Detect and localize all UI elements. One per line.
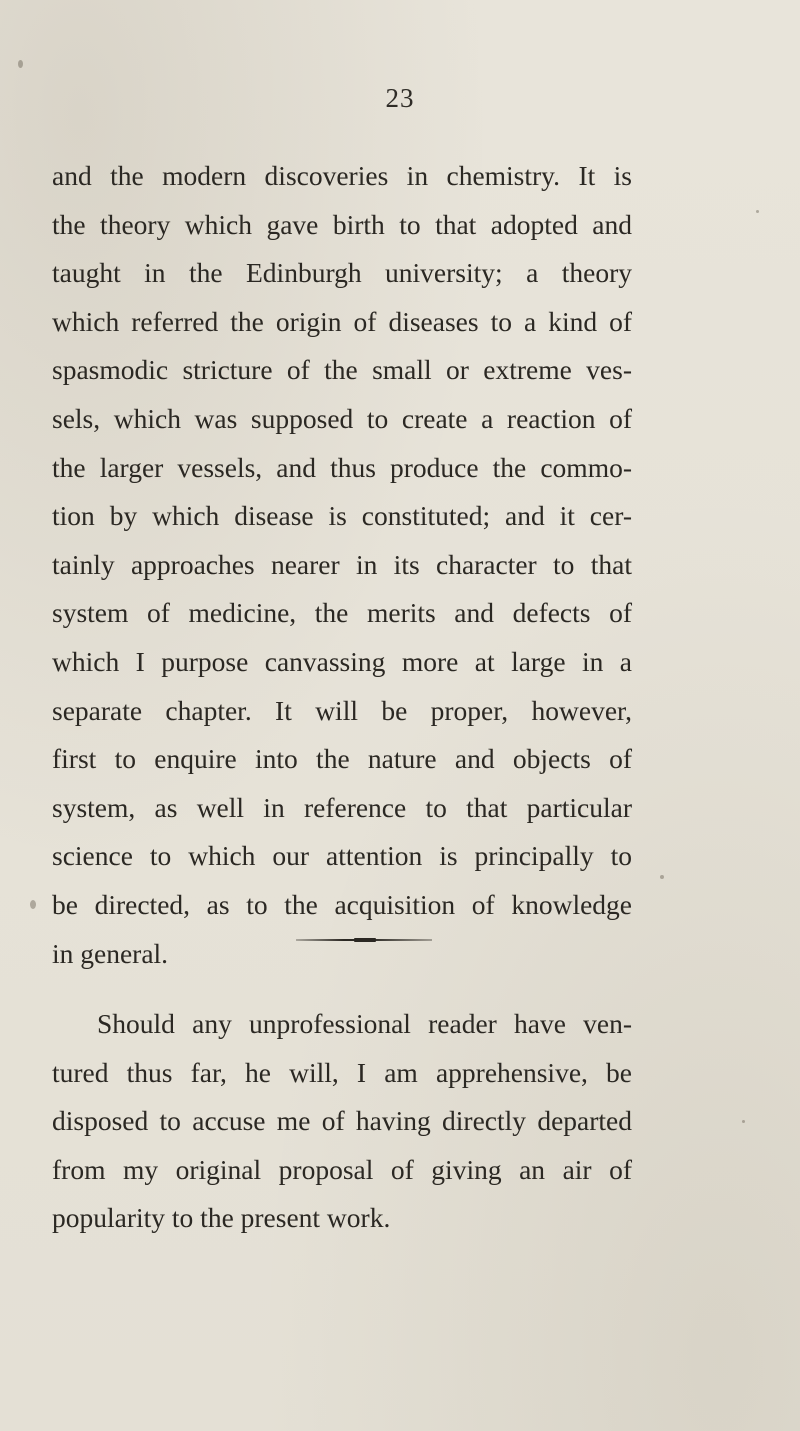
text-line: and the modern discoveries in chemistry. It is bbox=[52, 160, 632, 191]
text-line: Should any unprofessional reader have ven- bbox=[97, 1008, 632, 1039]
text-line: the larger vessels, and thus produce the commo- bbox=[52, 451, 632, 483]
text-line: in general. bbox=[52, 937, 169, 969]
text-line: system, as well in reference to that particular bbox=[52, 791, 632, 823]
text-line: system of medicine, the merits and defects of bbox=[52, 597, 632, 629]
paragraph-1 bbox=[52, 152, 632, 978]
paper-speck bbox=[660, 875, 664, 879]
text-line: separate chapter. It will be proper, however, bbox=[52, 694, 632, 726]
paper-speck bbox=[30, 900, 36, 909]
paragraph-2 bbox=[52, 1000, 632, 1243]
text-line: tured thus far, he will, I am apprehensive, be bbox=[52, 1056, 632, 1088]
text-line: the theory which gave birth to that adopted and bbox=[52, 208, 632, 240]
paper-speck bbox=[742, 1120, 745, 1123]
text-line: science to which our attention is principally to bbox=[52, 840, 632, 872]
text-line: sels, which was supposed to create a reaction of bbox=[52, 402, 632, 434]
section-divider-rule bbox=[296, 939, 432, 941]
paper-speck bbox=[756, 210, 759, 213]
text-line: popularity to the present work. bbox=[52, 1202, 391, 1234]
text-line: first to enquire into the nature and objects of bbox=[52, 743, 632, 775]
text-line: taught in the Edinburgh university; a theory bbox=[52, 257, 632, 289]
text-line: disposed to accuse me of having directly departed bbox=[52, 1105, 632, 1137]
text-line: spasmodic stricture of the small or extreme ves- bbox=[52, 354, 632, 386]
text-line: which referred the origin of diseases to a kind of bbox=[52, 305, 632, 337]
paper-speck bbox=[18, 60, 23, 68]
text-line: from my original proposal of giving an air of bbox=[52, 1153, 632, 1185]
text-line: be directed, as to the acquisition of knowledge bbox=[52, 888, 632, 920]
text-line: tainly approaches nearer in its character to that bbox=[52, 548, 632, 580]
text-line: tion by which disease is constituted; and it cer- bbox=[52, 500, 632, 532]
page-number: 23 bbox=[385, 83, 415, 113]
text-line: which I purpose canvassing more at large in a bbox=[52, 645, 632, 677]
